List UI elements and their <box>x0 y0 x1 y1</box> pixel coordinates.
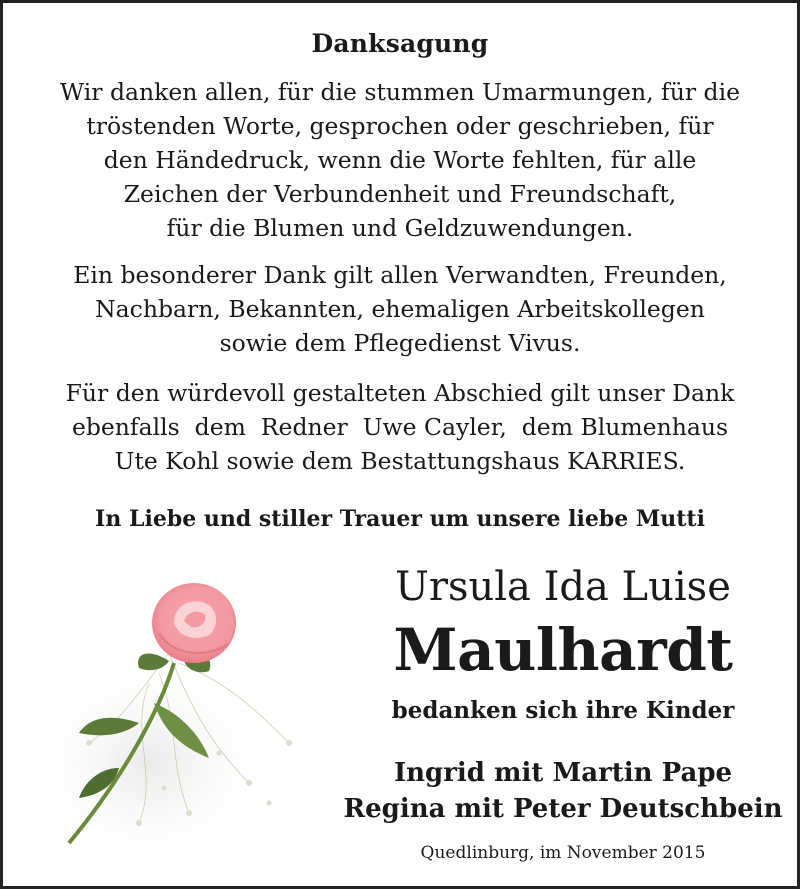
children-list <box>323 755 800 827</box>
text-line: Ein besonderer Dank gilt allen Verwandten, Freunden, <box>73 261 727 289</box>
deceased-surname: Maulhardt <box>393 616 733 684</box>
text-line: Zeichen der Verbundenheit und Freundschaft, <box>123 180 677 208</box>
paragraph-thanks-special <box>3 258 797 360</box>
text-line: Wir danken allen, für die stummen Umarmungen, für die <box>59 78 741 106</box>
rose-flower-image <box>19 543 339 883</box>
text-line: tröstenden Worte, gesprochen oder geschrieben, für <box>86 112 714 140</box>
text-line: für die Blumen und Geldzuwendungen. <box>166 214 634 242</box>
child-entry: Regina mit Peter Deutschbein <box>343 794 783 824</box>
deceased-given-names: Ursula Ida Luise <box>395 564 731 610</box>
paragraph-thanks-farewell <box>3 376 797 478</box>
trauer-line: In Liebe und stiller Trauer um unsere liebe Mutti <box>95 506 705 532</box>
text-line: sowie dem Pflegedienst Vivus. <box>219 329 581 357</box>
text-line: ebenfalls dem Redner Uwe Cayler, dem Blumenhaus <box>71 413 729 441</box>
text-line: Ute Kohl sowie dem Bestattungshaus KARRIES. <box>114 447 686 475</box>
text-line: Nachbarn, Bekannten, ehemaligen Arbeitskollegen <box>95 295 705 323</box>
child-entry: Ingrid mit Martin Pape <box>393 758 733 788</box>
text-line: Für den würdevoll gestalteten Abschied gilt unser Dank <box>65 379 735 407</box>
notice-heading: Danksagung <box>311 29 489 58</box>
text-line: den Händedruck, wenn die Worte fehlten, für alle <box>103 146 697 174</box>
thanks-line: bedanken sich ihre Kinder <box>391 697 735 724</box>
place-date: Quedlinburg, im November 2015 <box>420 843 706 863</box>
paragraph-thanks-general <box>3 75 797 245</box>
